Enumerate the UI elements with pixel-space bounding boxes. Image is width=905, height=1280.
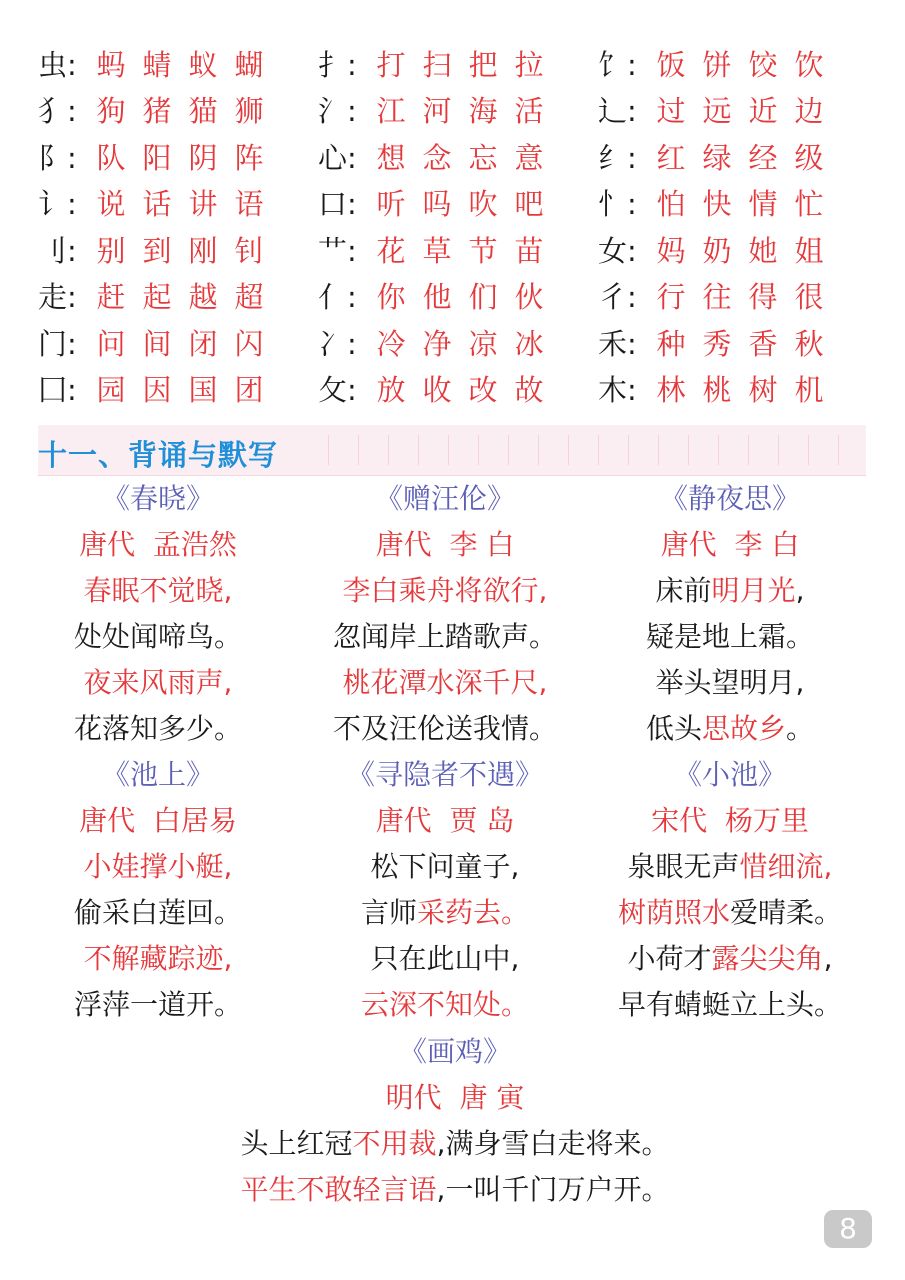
- poem-line: [600, 706, 860, 752]
- radical-key: 纟:: [598, 140, 637, 175]
- radical-word: 吗: [422, 187, 452, 222]
- poem-text-highlight: 夜来风雨声,: [83, 666, 233, 699]
- radical-row: [38, 226, 318, 273]
- radical-words: [96, 368, 264, 409]
- radical-key: 口:: [318, 187, 357, 222]
- poem-byline: [600, 522, 860, 568]
- radical-word: 她: [748, 233, 778, 268]
- byline-spacer: [432, 804, 450, 837]
- poem-chishang: [28, 752, 288, 1028]
- radical-word: 饺: [748, 47, 778, 82]
- radical-word: 园: [96, 373, 126, 408]
- radical-word: 得: [748, 280, 778, 315]
- radical-word: 超: [234, 280, 264, 315]
- radical-words: [656, 368, 824, 409]
- radical-key: 扌:: [318, 47, 357, 82]
- radical-word: 说: [96, 187, 126, 222]
- radical-word: 到: [142, 233, 172, 268]
- radical-word: 狮: [234, 94, 264, 129]
- radical-row: [318, 40, 598, 87]
- radical-table: [38, 40, 868, 412]
- radical-word: 红: [656, 140, 686, 175]
- radical-word: 妈: [656, 233, 686, 268]
- poem-author: 杨万里: [724, 804, 809, 837]
- radical-row: [38, 319, 318, 366]
- radical-word: 问: [96, 326, 126, 361]
- poem-text-highlight: 思故乡: [701, 712, 786, 745]
- poem-xunyinzhe: [300, 752, 590, 1028]
- radical-words: [376, 275, 544, 316]
- poem-line: [590, 890, 870, 936]
- poem-line: [300, 844, 590, 890]
- radical-word: 林: [656, 373, 686, 408]
- poem-byline: [150, 1075, 760, 1121]
- poem-zengwanglun: [300, 476, 590, 752]
- radical-words: [376, 89, 544, 130]
- poem-text: 疑是地上霜。: [645, 620, 814, 653]
- byline-spacer: [135, 804, 153, 837]
- radical-row: [318, 273, 598, 320]
- poem-text: 早有蜻蜓立上头。: [617, 988, 842, 1021]
- radical-row: [38, 180, 318, 227]
- poem-jingyesi: [600, 476, 860, 752]
- radical-word: 打: [376, 47, 406, 82]
- radical-word: 闭: [188, 326, 218, 361]
- radical-words: [656, 136, 824, 177]
- radical-word: 奶: [702, 233, 732, 268]
- poem-text: 爱晴柔。: [730, 896, 843, 929]
- radical-word: 故: [514, 373, 544, 408]
- radical-word: 净: [422, 326, 452, 361]
- radical-key: 心:: [318, 140, 357, 175]
- radical-key: 攵:: [318, 373, 357, 408]
- radical-word: 花: [376, 233, 406, 268]
- radical-words: [96, 89, 264, 130]
- radical-word: 桃: [702, 373, 732, 408]
- poem-title: 《寻隐者不遇》: [346, 758, 543, 791]
- radical-word: 拉: [514, 47, 544, 82]
- poem-byline: [28, 798, 288, 844]
- poem-title: 《静夜思》: [659, 482, 800, 515]
- poem-title: 《池上》: [101, 758, 214, 791]
- radical-key: 忄:: [598, 187, 637, 222]
- radical-key: 刂:: [38, 233, 77, 268]
- radical-word: 海: [468, 94, 498, 129]
- radical-word: 听: [376, 187, 406, 222]
- poem-text-highlight: 露尖尖角: [711, 942, 824, 975]
- poem-text-highlight: 采药去。: [417, 896, 530, 929]
- radical-word: 猫: [188, 94, 218, 129]
- radical-words: [376, 368, 544, 409]
- radical-word: 起: [142, 280, 172, 315]
- radical-key: 辶:: [598, 94, 637, 129]
- poem-line: [28, 982, 288, 1028]
- radical-words: [376, 322, 544, 363]
- poem-title: 《小池》: [673, 758, 786, 791]
- radical-row: [318, 87, 598, 134]
- radical-row: [38, 40, 318, 87]
- radical-word: 吹: [468, 187, 498, 222]
- radical-words: [376, 229, 544, 270]
- poem-line: [300, 936, 590, 982]
- poem-text-highlight: 春眠不觉晓,: [83, 574, 233, 607]
- poem-line: [600, 614, 860, 660]
- radical-word: 节: [468, 233, 498, 268]
- radical-row: [318, 366, 598, 413]
- poem-text: 浮萍一道开。: [73, 988, 242, 1021]
- poem-dynasty: 唐代: [79, 804, 136, 837]
- poem-text: 头上红冠: [240, 1127, 353, 1160]
- radical-word: 很: [794, 280, 824, 315]
- radical-word: 行: [656, 280, 686, 315]
- radical-row: [598, 180, 868, 227]
- radical-words: [656, 322, 824, 363]
- poem-line: [28, 660, 288, 706]
- radical-row: [38, 273, 318, 320]
- radical-key: 虫:: [38, 47, 77, 82]
- radical-word: 闪: [234, 326, 264, 361]
- radical-word: 们: [468, 280, 498, 315]
- radical-row: [38, 366, 318, 413]
- poem-line: [590, 982, 870, 1028]
- radical-word: 冰: [514, 326, 544, 361]
- poem-byline: [590, 798, 870, 844]
- radical-word: 收: [422, 373, 452, 408]
- radical-word: 讲: [188, 187, 218, 222]
- radical-words: [96, 322, 264, 363]
- poem-line: [28, 936, 288, 982]
- radical-word: 阵: [234, 140, 264, 175]
- radical-word: 饮: [794, 47, 824, 82]
- poem-text: 不及汪伦送我情。: [332, 712, 557, 745]
- poem-text-highlight: 李白乘舟将欲行,: [342, 574, 548, 607]
- radical-words: [656, 229, 824, 270]
- poem-line: [600, 660, 860, 706]
- radical-word: 吧: [514, 187, 544, 222]
- radical-word: 过: [656, 94, 686, 129]
- poem-text-highlight: 树荫照水: [617, 896, 730, 929]
- poem-text: 泉眼无声: [627, 850, 740, 883]
- poem-title: 《赠汪伦》: [374, 482, 515, 515]
- radical-word: 种: [656, 326, 686, 361]
- radical-word: 意: [514, 140, 544, 175]
- poem-line: [150, 1167, 760, 1213]
- poem-author: 唐 寅: [459, 1081, 525, 1114]
- poem-text-highlight: 惜细流,: [739, 850, 833, 883]
- radical-word: 你: [376, 280, 406, 315]
- byline-spacer: [432, 528, 450, 561]
- radical-word: 团: [234, 373, 264, 408]
- poem-text: 举头望明月,: [655, 666, 805, 699]
- radical-key: 走:: [38, 280, 77, 315]
- poem-line: [28, 614, 288, 660]
- radical-key: 艹:: [318, 233, 357, 268]
- poem-text-highlight: 小娃撑小艇,: [83, 850, 233, 883]
- radical-word: 因: [142, 373, 172, 408]
- radical-word: 阳: [142, 140, 172, 175]
- poem-text-highlight: 云深不知处。: [360, 988, 529, 1021]
- radical-word: 香: [748, 326, 778, 361]
- radical-words: [376, 43, 544, 84]
- poem-text: ,满身雪白走将来。: [436, 1127, 670, 1160]
- poem-author: 李 白: [449, 528, 515, 561]
- radical-key: 饣:: [598, 47, 637, 82]
- radical-word: 怕: [656, 187, 686, 222]
- radical-words: [96, 43, 264, 84]
- poem-line: [590, 844, 870, 890]
- poem-text-highlight: 不解藏踪迹,: [83, 942, 233, 975]
- poem-author: 孟浩然: [152, 528, 237, 561]
- radical-row: [38, 133, 318, 180]
- poem-text: 忽闻岸上踏歌声。: [332, 620, 557, 653]
- radical-key: 犭:: [38, 94, 77, 129]
- radical-word: 蝴: [234, 47, 264, 82]
- radical-word: 绿: [702, 140, 732, 175]
- radical-words: [96, 229, 264, 270]
- radical-row: [318, 180, 598, 227]
- radical-word: 放: [376, 373, 406, 408]
- radical-word: 级: [794, 140, 824, 175]
- radical-word: 秀: [702, 326, 732, 361]
- radical-word: 越: [188, 280, 218, 315]
- radical-word: 苗: [514, 233, 544, 268]
- radical-key: 讠:: [38, 187, 77, 222]
- radical-word: 江: [376, 94, 406, 129]
- radical-key: 女:: [598, 233, 637, 268]
- radical-word: 姐: [794, 233, 824, 268]
- radical-word: 树: [748, 373, 778, 408]
- radical-word: 秋: [794, 326, 824, 361]
- section-header: [38, 425, 866, 476]
- radical-key: 囗:: [38, 373, 77, 408]
- poem-line: [28, 568, 288, 614]
- poem-text: 花落知多少。: [73, 712, 242, 745]
- radical-words: [376, 182, 544, 223]
- poem-text: 低头: [645, 712, 702, 745]
- radical-word: 想: [376, 140, 406, 175]
- poem-author: 贾 岛: [449, 804, 515, 837]
- radical-word: 冷: [376, 326, 406, 361]
- radical-key: 门:: [38, 326, 77, 361]
- radical-word: 机: [794, 373, 824, 408]
- radical-word: 近: [748, 94, 778, 129]
- radical-word: 蚂: [96, 47, 126, 82]
- poem-text-highlight: 桃花潭水深千尺,: [342, 666, 548, 699]
- radical-word: 蚁: [188, 47, 218, 82]
- byline-spacer: [135, 528, 153, 561]
- section-title: 十一、背诵与默写: [38, 438, 279, 472]
- radical-row: [598, 133, 868, 180]
- poem-line: [300, 660, 590, 706]
- byline-spacer: [707, 804, 725, 837]
- radical-word: 凉: [468, 326, 498, 361]
- poem-text: ,: [823, 942, 833, 975]
- poem-title: 《春晓》: [101, 482, 214, 515]
- radical-words: [96, 136, 264, 177]
- radical-word: 念: [422, 140, 452, 175]
- byline-spacer: [442, 1081, 460, 1114]
- radical-row: [598, 366, 868, 413]
- poem-line: [300, 706, 590, 752]
- poem-line: [600, 568, 860, 614]
- radical-word: 扫: [422, 47, 452, 82]
- poem-chunxiao: [28, 476, 288, 752]
- radical-row: [38, 87, 318, 134]
- poem-line: [28, 706, 288, 752]
- poem-text: 偷采白莲回。: [73, 896, 242, 929]
- radical-word: 钊: [234, 233, 264, 268]
- radical-words: [96, 275, 264, 316]
- radical-word: 刚: [188, 233, 218, 268]
- poem-dynasty: 唐代: [660, 528, 717, 561]
- radical-word: 情: [748, 187, 778, 222]
- poem-text: 只在此山中,: [370, 942, 520, 975]
- poem-line: [150, 1121, 760, 1167]
- radical-row: [598, 319, 868, 366]
- radical-word: 狗: [96, 94, 126, 129]
- section-grid-decoration: [328, 435, 856, 465]
- radical-word: 队: [96, 140, 126, 175]
- radical-row: [598, 87, 868, 134]
- radical-word: 蜻: [142, 47, 172, 82]
- poem-xiaochi: [590, 752, 870, 1028]
- radical-words: [656, 89, 824, 130]
- poem-author: 白居易: [152, 804, 237, 837]
- radical-key: 彳:: [598, 280, 637, 315]
- radical-word: 草: [422, 233, 452, 268]
- poem-text: 床前: [655, 574, 712, 607]
- poem-text: 小荷才: [627, 942, 712, 975]
- poem-line: [28, 890, 288, 936]
- radical-key: 亻:: [318, 280, 357, 315]
- radical-word: 赶: [96, 280, 126, 315]
- radical-word: 间: [142, 326, 172, 361]
- page-number-badge: 8: [824, 1210, 872, 1248]
- radical-row: [318, 133, 598, 180]
- radical-word: 经: [748, 140, 778, 175]
- poem-dynasty: 唐代: [375, 528, 432, 561]
- poem-text-highlight: 平生不敢轻言语: [240, 1173, 437, 1206]
- radical-words: [656, 43, 824, 84]
- radical-word: 忙: [794, 187, 824, 222]
- poem-dynasty: 唐代: [79, 528, 136, 561]
- radical-word: 他: [422, 280, 452, 315]
- radical-word: 改: [468, 373, 498, 408]
- poem-text: ,: [795, 574, 805, 607]
- poem-dynasty: 唐代: [375, 804, 432, 837]
- radical-row: [318, 226, 598, 273]
- poem-text-highlight: 不用裁: [352, 1127, 437, 1160]
- radical-row: [318, 319, 598, 366]
- poem-line: [300, 568, 590, 614]
- radical-row: [598, 273, 868, 320]
- poem-text-highlight: 明月光: [711, 574, 796, 607]
- radical-key: 阝:: [38, 140, 77, 175]
- poem-dynasty: 明代: [385, 1081, 442, 1114]
- radical-word: 饼: [702, 47, 732, 82]
- radical-word: 猪: [142, 94, 172, 129]
- radical-word: 别: [96, 233, 126, 268]
- poem-byline: [28, 522, 288, 568]
- radical-row: [598, 40, 868, 87]
- radical-word: 饭: [656, 47, 686, 82]
- radical-words: [376, 136, 544, 177]
- poem-text: 松下问童子,: [370, 850, 520, 883]
- poem-byline: [300, 522, 590, 568]
- poem-author: 李 白: [734, 528, 800, 561]
- radical-key: 禾:: [598, 326, 637, 361]
- poem-dynasty: 宋代: [651, 804, 708, 837]
- poem-text: ,一叫千门万户开。: [436, 1173, 670, 1206]
- poem-text: 言师: [360, 896, 417, 929]
- radical-word: 快: [702, 187, 732, 222]
- poem-line: [300, 982, 590, 1028]
- poem-huaji: [150, 1029, 760, 1213]
- radical-key: 冫:: [318, 326, 357, 361]
- poem-text: 处处闻啼鸟。: [73, 620, 242, 653]
- poem-byline: [300, 798, 590, 844]
- radical-words: [96, 182, 264, 223]
- byline-spacer: [717, 528, 735, 561]
- radical-row: [598, 226, 868, 273]
- poem-text: 。: [786, 712, 815, 745]
- radical-word: 国: [188, 373, 218, 408]
- radical-word: 忘: [468, 140, 498, 175]
- radical-word: 河: [422, 94, 452, 129]
- radical-key: 氵:: [318, 94, 357, 129]
- radical-word: 阴: [188, 140, 218, 175]
- radical-word: 远: [702, 94, 732, 129]
- poem-line: [28, 844, 288, 890]
- radical-word: 活: [514, 94, 544, 129]
- radical-word: 伙: [514, 280, 544, 315]
- radical-word: 边: [794, 94, 824, 129]
- poem-line: [300, 890, 590, 936]
- radical-word: 把: [468, 47, 498, 82]
- radical-word: 往: [702, 280, 732, 315]
- radical-words: [656, 275, 824, 316]
- radical-key: 木:: [598, 373, 637, 408]
- radical-word: 语: [234, 187, 264, 222]
- poem-line: [590, 936, 870, 982]
- poem-line: [300, 614, 590, 660]
- radical-word: 话: [142, 187, 172, 222]
- poem-title: 《画鸡》: [398, 1035, 511, 1068]
- radical-words: [656, 182, 824, 223]
